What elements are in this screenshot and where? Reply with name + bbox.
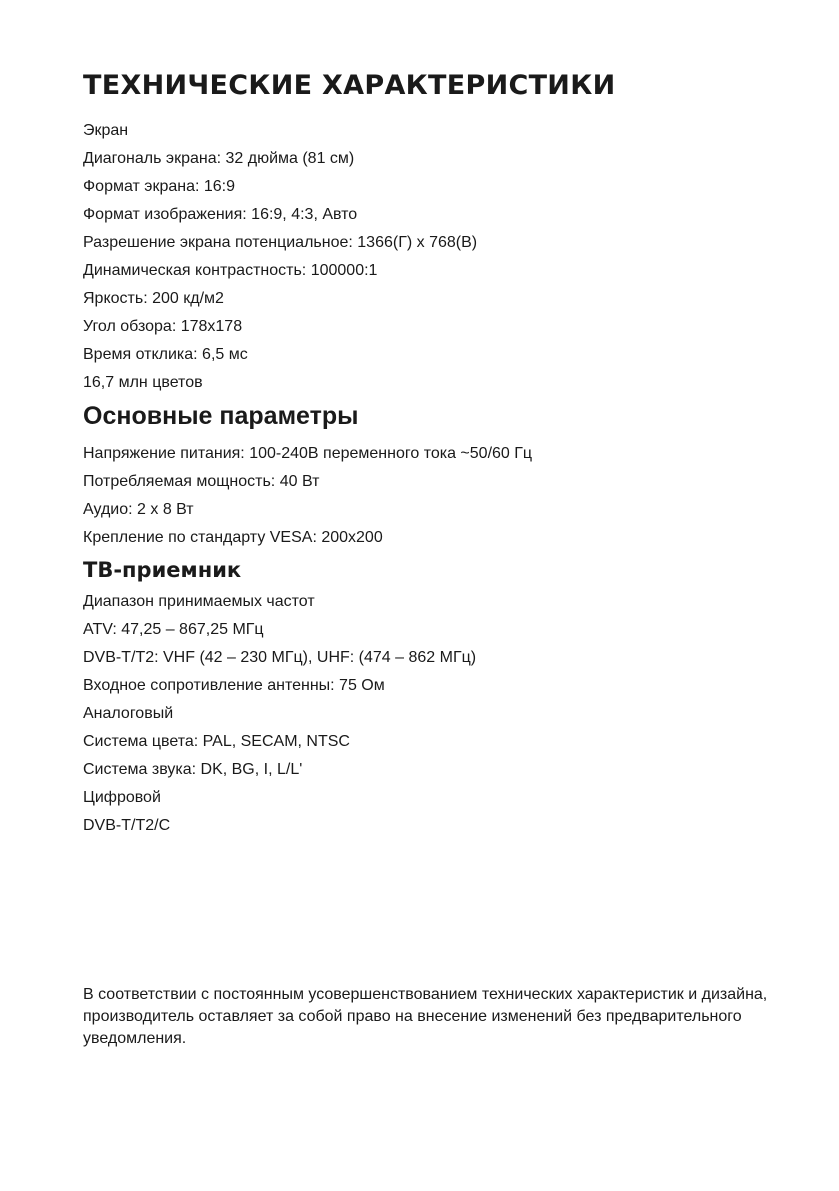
spec-item: Потребляемая мощность: 40 Вт: [83, 473, 320, 490]
spec-item: ATV: 47,25 – 867,25 МГц: [83, 621, 264, 638]
spec-item: Система цвета: PAL, SECAM, NTSC: [83, 733, 350, 750]
disclaimer-text: В соответствии с постоянным усовершенствованием технических характеристик и дизайна, производитель оставляет за собой право на внесение изменений без предварительного уведомления.: [83, 986, 768, 1047]
spec-item: 16,7 млн цветов: [83, 374, 203, 391]
spec-item: DVB-T/T2/C: [83, 817, 171, 834]
spec-item: Диагональ экрана: 32 дюйма (81 см): [83, 150, 355, 167]
tv-receiver-heading: ТВ-приемник: [83, 558, 242, 582]
spec-item: Цифровой: [83, 789, 161, 806]
spec-item: Входное сопротивление антенны: 75 Ом: [83, 677, 385, 694]
screen-specs-list: [83, 117, 477, 397]
spec-item: Формат изображения: 16:9, 4:3, Авто: [83, 206, 358, 223]
spec-item: Экран: [83, 122, 129, 139]
spec-item: Аналоговый: [83, 705, 174, 722]
spec-item: Время отклика: 6,5 мс: [83, 346, 248, 363]
page-title: ТЕХНИЧЕСКИЕ ХАРАКТЕРИСТИКИ: [83, 70, 616, 101]
spec-item: Крепление по стандарту VESA: 200х200: [83, 529, 383, 546]
spec-item: Угол обзора: 178х178: [83, 318, 243, 335]
tv-specs-list: [83, 588, 476, 840]
basic-specs-list: [83, 440, 532, 552]
spec-item: Напряжение питания: 100-240В переменного тока ~50/60 Гц: [83, 445, 533, 462]
spec-item: DVB-T/T2: VHF (42 – 230 МГц), UHF: (474 – 862 МГц): [83, 649, 477, 666]
basic-params-heading: Основные параметры: [83, 402, 359, 430]
spec-item: Система звука: DK, BG, I, L/L': [83, 761, 303, 778]
spec-item: Формат экрана: 16:9: [83, 178, 236, 195]
spec-item: Яркость: 200 кд/м2: [83, 290, 224, 307]
spec-item: Диапазон принимаемых частот: [83, 593, 315, 610]
spec-item: Аудио: 2 х 8 Вт: [83, 501, 194, 518]
spec-item: Разрешение экрана потенциальное: 1366(Г) х 768(В): [83, 234, 478, 251]
spec-item: Динамическая контрастность: 100000:1: [83, 262, 378, 279]
